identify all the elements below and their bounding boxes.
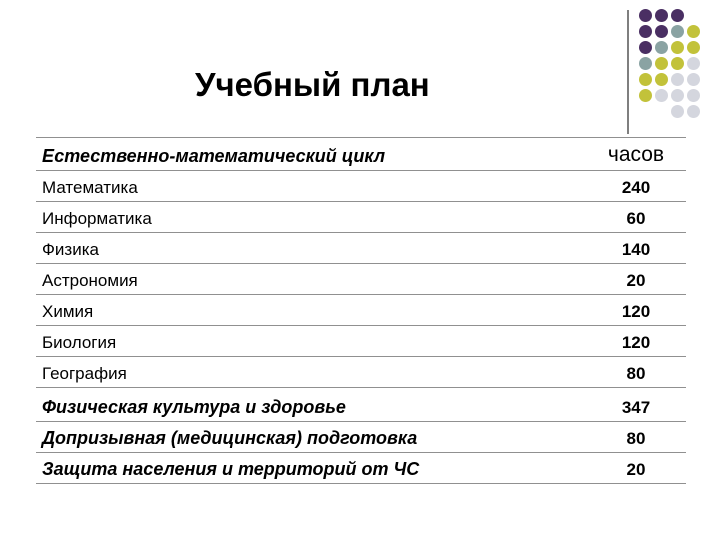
subject-hours: 140: [621, 240, 651, 259]
subject-name: Защита населения и территорий от ЧС: [42, 459, 420, 479]
decor-dot: [639, 89, 652, 102]
decor-dot: [671, 89, 684, 102]
subject-hours: 20: [626, 460, 646, 479]
subject-hours: 347: [621, 398, 651, 417]
decor-dot: [687, 57, 700, 70]
decor-dot: [687, 73, 700, 86]
table-row: [36, 295, 686, 326]
decorative-vertical-rule: [627, 10, 629, 134]
decor-dot: [655, 57, 668, 70]
decor-dot: [671, 105, 684, 118]
table-row: [36, 171, 686, 202]
decor-dot: [671, 9, 684, 22]
decor-dot: [639, 41, 652, 54]
subject-name: Химия: [42, 302, 94, 321]
decor-dot: [639, 73, 652, 86]
decor-dot: [655, 41, 668, 54]
subject-name: Информатика: [42, 209, 152, 228]
subject-hours: 80: [626, 364, 646, 383]
dot-grid-decoration-icon: [639, 9, 719, 119]
decor-dot: [687, 105, 700, 118]
table-row: [36, 264, 686, 295]
table-row: [36, 202, 686, 233]
subject-hours: 20: [626, 271, 646, 290]
table-row: [36, 422, 686, 453]
decor-dot: [687, 41, 700, 54]
subject-name: Математика: [42, 178, 138, 197]
subject-hours: 120: [621, 302, 651, 321]
subject-name: Допризывная (медицинская) подготовка: [42, 428, 418, 448]
decor-dot: [639, 9, 652, 22]
subject-hours: 80: [626, 429, 646, 448]
table-row: [36, 357, 686, 388]
table-row: [36, 453, 686, 484]
decor-dot: [687, 25, 700, 38]
subject-name: Биология: [42, 333, 117, 352]
decor-dot: [671, 41, 684, 54]
decor-dot: [655, 9, 668, 22]
decor-dot: [655, 89, 668, 102]
decor-dot: [671, 25, 684, 38]
decor-dot: [639, 25, 652, 38]
decor-dot: [671, 73, 684, 86]
table-row: [36, 233, 686, 264]
header-cycle-label: Естественно-математический цикл: [42, 146, 386, 166]
subject-name: Физическая культура и здоровье: [42, 397, 346, 417]
decor-dot: [639, 57, 652, 70]
subject-hours: 60: [626, 209, 646, 228]
table-row: [36, 388, 686, 422]
decor-dot: [671, 57, 684, 70]
table-row: [36, 326, 686, 357]
decor-dot: [655, 73, 668, 86]
decor-dot: [655, 25, 668, 38]
subject-name: Астрономия: [42, 271, 138, 290]
subject-hours: 240: [621, 178, 651, 197]
decor-dot: [687, 89, 700, 102]
subject-hours: 120: [621, 333, 651, 352]
table-header-row: [36, 137, 686, 171]
subject-name: Физика: [42, 240, 99, 259]
slide-title: Учебный план: [195, 66, 430, 103]
subject-name: География: [42, 364, 127, 383]
header-hours-label: часов: [607, 143, 665, 166]
curriculum-table: [36, 137, 686, 484]
